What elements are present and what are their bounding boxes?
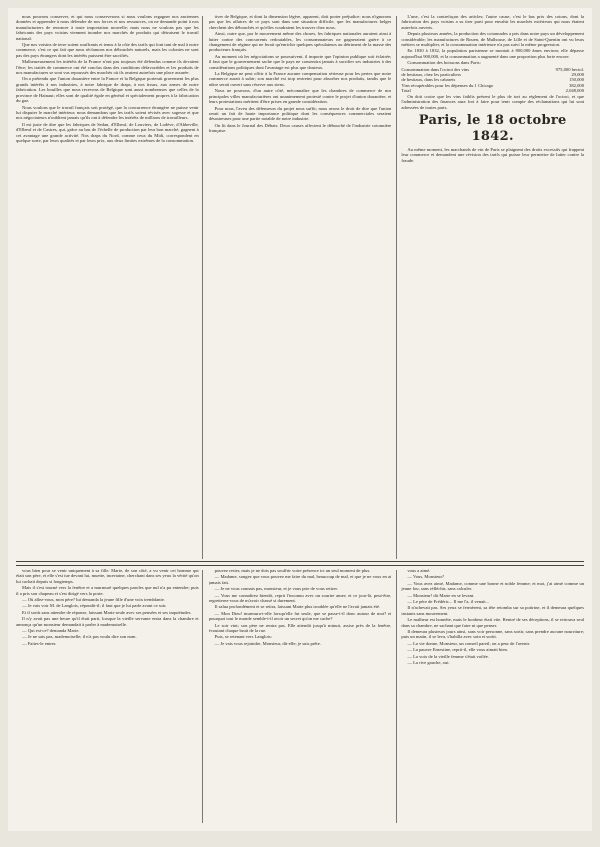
article-column-2 [209,14,392,559]
table-label: Consommation dans l'octroi des vins [401,66,470,72]
consumption-table [401,67,584,94]
paragraph: — Vous avez aimé, Madame, comme une bonne et noble femme; et moi, j'ai aimé comme un jeune fou, sans réfléchir, sans calculer. [401,580,585,592]
table-value: 975,000 hectol. [555,66,585,72]
paragraph: Et il sortit sans attendre de réponse, laissant Marie seule avec ses pensées et ses inquiétudes. [22,609,192,615]
paragraph: — La vie donne, Monsieur, un conseil pareil; on a peur de l'avenir. [407,640,531,646]
table-value: 382,000 [569,82,585,88]
paragraph: Malheureusement les intérêts de la France n'ont pas toujours été défendus comme ils devaient l'être; les traités de commerce ont été conclus dans des conditions défavorables et les produits de nos manufactures se sont vus repoussés des marchés où ils avaient autrefois une place assurée. [16,59,199,76]
paragraph: Ainsi, outre que, par le mouvement même des choses, les fabriques nationales auraient ainsi à lutter contre des concurrents redoutables, les consommateurs ne gagneraient guère à ce changement de régime qui ne ferait qu'enrichir quelques spéculateurs au détriment de la masse des producteurs français. [208,31,392,53]
paragraph: Consommation des boissons dans Paris: [407,60,481,66]
paragraph: Que nos voisins de terre soient souffrants et tenus à la côte des tarifs qui font tant de mal à notre commerce, c'est ce qui fait que nous réclamons nos débouchés naturels, mais les colonies ne sont pas des pays étrangers dont les intérêts puissent être sacrifiés. [16,42,199,58]
feuilleton-column-3 [401,568,584,825]
paragraph: Il n'achevait pas. Ses yeux se fermèrent, sa tête retomba sur sa poitrine, et il demeura quelques instants sans mouvement. [401,605,585,616]
paragraph: Nous ne pouvons, d'un autre côté, méconnaître que les chambres de commerce de nos principales villes manufacturières ont unanimement protesté contre le projet d'union douanière, et leurs protestations méritent d'être prises en grande considération. [208,88,392,105]
table-label: de bestiaux, dans les cabarets [401,77,456,83]
paragraph: — Je ne vous connais pas, monsieur, et je vous prie de vous retirer. [214,586,338,592]
paragraph: — Le père de Frédéric... Il me l'a, il venait... [407,599,490,605]
paragraph: — Je vais vous rejoindre, Monsieur, dit-elle; je suis prête. [214,640,321,646]
paragraph: Nous voulons que le travail français soit protégé, que la concurrence étrangère ne puisse venir lui disputer le marché intérieur; nous demandons que les tarifs soient révisés avec sagesse et que nos négociateurs n'oublient jamais qu'ils ont à défendre les intérêts de millions de travailleurs. [16,104,199,121]
paragraph: Pour nous, l'aveu des défenseurs du projet nous suffit; nous avons le droit de dire que l'union serait un fait de haute importance politique dont les conséquences commerciales seraient désastreuses pour une partie notable de notre industrie. [208,105,392,122]
paragraph: — La voix de la vieille femme s'était voilée. [407,653,489,659]
table-value: 2,048,000 [565,88,585,94]
paragraph: Mais il s'est tourné vers la fenêtre et a murmuré quelques paroles que nul n'a pu entendre; puis il a pris son chapeau et s'est dirigé vers la porte. [16,585,199,596]
table-label: Vins récupérables pour les dépenses du 1 Chicago [401,82,494,88]
paragraph: — Je ne sais pas, mademoiselle; il n'a pas voulu dire son nom. [22,634,137,640]
paragraph: Puis, se retenant vers Langlois: [214,634,272,640]
paragraph: En 1830 à 1832, la population parisienne se montait à 800,000 âmes environ; elle dépasse aujourd'hui 900,000, et la consommation a augmenté dans une proportion plus forte encore. [401,48,585,59]
paragraph: — Vous me connaîtrez bientôt, reprit l'inconnu avec un sourire amer; et ce jour-là, peut-être, regretterez-vous de m'avoir chassé si durement. [208,592,392,604]
article-column-3 [401,14,584,559]
paragraph: — Je vais voir M. de Langlois, répondit-il; il faut que je lui parle avant ce soir. [22,603,167,609]
paragraph: — Madame, songez que vous pouvez me faire du mal, beaucoup de mal, et que je ne vous en ai jamais fait. [208,574,392,585]
paragraph: Le malheur est honnête, mais le bonheur était vite. Rentré de ses déceptions, il se retrouva seul dans sa chambre, ne sachant que faire ni que penser. [401,617,585,628]
paragraph: — Faites-le entrer. [22,640,57,646]
paragraph: Il n'y avait pas une heure qu'il était parti, lorsque la vieille servante entra dans la chambre et annonça qu'un monsieur demandait à parler à mademoiselle. [16,616,199,627]
paragraph: Il demeura plusieurs jours ainsi, sans voir personne, sans sortir, sans prendre aucune nourriture; puis un matin, il se leva, s'habilla avec soin et sortit. [401,629,585,640]
column-divider [396,570,397,823]
article-column-1 [16,14,199,559]
paragraph: tiver de Belgique, et dont la dimension légère, apparent, doit porter préjudice; nous n'ignorons pas que les affaires de ce pays sont dans une situation difficile, que les manufactures belges cherchent des débouchés et qu'elles voudraient les trouver chez nous. [208,14,392,30]
paragraph: Le soir vint; son père ne rentra pas. Elle attendit jusqu'à minuit, assise près de la fenêtre, écoutant chaque bruit de la rue. [208,622,392,634]
paragraph: L'une, c'est la contrefaçon des articles; l'autre cause, c'est le bas prix des cotons, dont la fabrication des pays voisins a su tirer parti pour envahir les marchés extérieurs qui nous étaient autrefois ouverts. [401,14,585,30]
table-value: 150,000 [569,77,585,83]
column-divider [202,16,203,559]
paragraph: vous a aimé. [407,568,431,573]
feuilleton-column-2 [209,568,392,825]
paragraph: — Mon Dieu! murmura-t-elle lorsqu'elle fut seule, que se passe-t-il donc autour de moi? et pourquoi tout le monde semble-t-il avoir un secret qu'on me cache? [208,610,392,622]
paragraph: — La rive gauche, oui. [407,660,450,666]
paragraph: — Qui est-ce? demanda Marie. [22,628,80,634]
paragraph: — Vous, Monsieur? [407,574,445,580]
table-label: de bestiaux, chez les particuliers [401,72,461,78]
column-divider [202,570,203,823]
paragraph: La Belgique ne peut offrir à la France aucune compensation sérieuse pour les pertes que notre commerce aurait à subir; son marché est trop restreint pour absorber nos produits, tandis que le nôtre serait ouvert sans réserve aux siens. [208,71,392,87]
paragraph: — Monsieur! dit Marie en se levant. [407,592,475,598]
paragraph: Au moment où les négociations se poursuivent, il importe que l'opinion publique soit éclairée; il faut que le gouvernement sache que le pays ne consentira jamais à sacrifier ses industries à des considérations politiques dont l'avantage est plus que douteux. [208,53,392,70]
paragraph: Depuis plusieurs années, la production des cotonnades a pris dans notre pays un développement considérable; les manufactures de Rouen, de Mulhouse, de Lille et de Saint-Quentin ont vu leurs métiers se multiplier, et la consommation intérieure n'a pas suivi la même progression. [401,31,585,48]
feuilleton-columns [16,568,584,825]
main-article-columns [16,14,584,559]
paragraph: nous pouvons conserver, et qui nous conserverons si nous voulons regagner nos anciennes données et apprendre à nous défendre de nos forces et nos ressources, on ne demande point à nos manufacturiers de renoncer à toute importation nouvelle; mais nous ne voulons pas que les fabricants des pays voisins viennent inonder nos marchés de produits qui détruisent le travail national. [16,14,199,41]
paragraph: — La pauvre Ernestine, reprit-il, elle vous aimait bien. [407,647,508,653]
paragraph: On doit croire que les vins faiblis présent le plus de tort au règlement de l'octroi, et que l'administration des finances aura fort à faire pour tenir compte des réclamations qui lui sont adressées de toutes parts. [401,93,585,110]
paragraph: pouvez rester, mais je ne dois pas souffrir votre présence ici un seul moment de plus. [214,568,371,573]
feuilleton-divider [16,561,584,566]
paragraph: Il est juste de dire que les fabriques de Sedan, d'Elbeuf, de Louviers, de Lodève, d'Abbeville, d'Elbeuf et de Castres, qui, grâce au bas de l'échelle de production par leur bon marché, gagnent à cet avantage une grande activité. Nos draps du Nord, comme ceux du Midi, correspondent en quelque sorte, par leurs qualités et par leurs prix, aux deux limites extrêmes de la consommation. [16,121,199,143]
column-divider [396,16,397,559]
paragraph: — Où allez-vous, mon père? lui demanda la jeune fille d'une voix tremblante. [22,597,165,603]
paragraph: vous bien pour se venir uniquement à sa fille. Marie, de son côté, a vu venir cet homme qui était son père, et elle s'est tue devant lui, muette, incertaine, cherchant dans ses yeux la vérité qu'on lui cachait depuis si longtemps. [16,568,199,584]
dateline-heading: Paris, le 18 octobre 1842. [418,112,567,144]
paragraph: On a prétendu que l'union douanière entre la France et la Belgique porterait gravement les plus grands intérêts à nos industries, à notre fabrique de draps, à nos tissus, aux armes de notre fabrication. Les bouilles que nous recevons de Belgique sont aussi nombreuses que celles de la province de Hainaut; elles sont de qualité égale en général et spécialement propres à la fabrication du gaz. [16,76,199,104]
paragraph: Il salua profondément et se retira, laissant Marie plus troublée qu'elle ne l'avait jamais été. [214,604,381,610]
paragraph: On lit dans le Journal des Débats: Deux causes affectent le débouché de l'industrie cotonnière française. [208,122,392,134]
paragraph: Au même moment, les marchands de vin de Paris se plaignent des droits excessifs qui frappent leur commerce et demandent une révision des tarifs qui puisse leur permettre de lutter contre la fraude. [401,146,585,163]
newspaper-page [8,8,592,831]
feuilleton-column-1 [16,568,199,825]
table-value: 29,000 [571,72,585,78]
table-label: Total [401,88,411,94]
